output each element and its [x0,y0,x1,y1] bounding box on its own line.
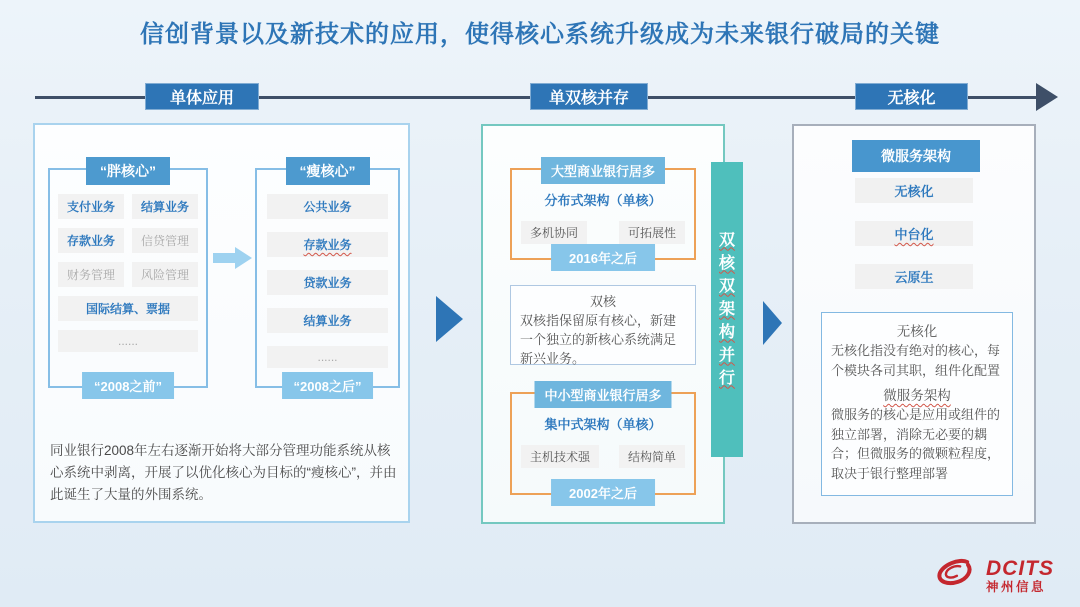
list-item: 财务管理 [58,262,124,287]
coreless-detail-box [821,312,1013,496]
panel-coreless-era [792,124,1036,524]
logo-company: 神州信息 [986,579,1047,594]
list-item: ...... [267,346,388,368]
coreless-detail-body: 无核化指没有绝对的核心，每个模块各司其职，组件化配置 [831,343,1001,378]
list-item: 中台化 [855,221,973,246]
logo-text [986,558,1054,594]
large-banks-header: 大型商业银行居多 [541,157,665,184]
list-item: 可拓展性 [619,221,685,244]
list-item: 贷款业务 [267,270,388,295]
left-panel-description: 同业银行2008年左右逐渐开始将大部分管理功能系统从核心系统中剥离，开展了以优化核心为目标的“瘦核心”，并由此诞生了大量的外围系统。 [50,443,397,502]
dual-core-note-box [510,285,696,365]
logo-brand: DCITS [986,556,1054,580]
thin-core-box [255,163,400,394]
list-item: 无核化 [855,178,973,203]
banner-char: 并 [718,346,735,364]
microservice-architecture-header: 微服务架构 [852,140,980,172]
fat-to-thin-arrow-icon [213,253,235,263]
large-banks-subtitle: 分布式架构（单核） [544,193,662,208]
timeline-stage-coreless: 无核化 [855,83,968,110]
small-banks-items [512,445,694,468]
list-item: ...... [58,330,198,352]
banner-char: 双 [718,277,735,295]
fat-to-thin-arrowhead-icon [235,247,252,269]
list-item: 结算业务 [267,308,388,333]
small-banks-header: 中小型商业银行居多 [534,381,671,408]
list-item: 结算业务 [132,194,198,219]
coreless-detail-title: 无核化 [896,324,938,339]
list-item: 主机技术强 [521,445,599,468]
banner-char: 架 [718,300,735,318]
small-banks-box [510,388,696,501]
flow-arrow-left-to-mid-icon [436,296,463,342]
coreless-items [794,178,1034,289]
thin-core-header: “瘦核心” [286,157,370,185]
list-item: 公共业务 [267,194,388,219]
list-item: 信贷管理 [132,228,198,253]
fat-core-box [48,163,208,394]
thin-core-footer: “2008之后” [282,372,374,399]
fat-core-footer: “2008之前” [82,372,174,399]
dual-core-title: 双核 [589,294,616,309]
microservice-detail-body: 微服务的核心是应用或组件的独立部署，消除无必要的耦合；但微服务的微颗粒程度，取决于银行整理部署 [831,407,1001,481]
banner-char: 构 [718,323,735,341]
thin-core-items [257,170,398,368]
large-banks-items [512,221,694,244]
list-item: 云原生 [855,264,973,289]
panel-dual-core-era [481,124,725,524]
panel-monolithic-era [33,123,410,523]
dcits-swirl-icon [932,557,980,594]
timeline-stage-dual-core: 单双核并存 [530,83,648,110]
banner-char: 双 [718,231,735,249]
list-item: 存款业务 [267,232,388,257]
banner-char: 核 [718,254,735,272]
microservice-detail-title: 微服务架构 [883,388,951,403]
page-title: 信创背景以及新技术的应用，使得核心系统升级成为未来银行破局的关键 [140,21,940,48]
timeline-arrowhead-icon [1036,83,1058,111]
timeline-stage-monolithic: 单体应用 [145,83,259,110]
small-banks-footer: 2002年之后 [551,479,655,506]
fat-core-items [50,170,206,352]
dcits-logo [932,557,1054,594]
list-item: 结构简单 [619,445,685,468]
dual-core-dual-architecture-banner [711,162,743,457]
flow-arrow-mid-to-right-icon [763,301,782,345]
dual-core-body: 双核指保留原有核心，新建一个独立的新核心系统满足新兴业务。 [520,313,677,366]
list-item: 支付业务 [58,194,124,219]
large-banks-box [510,164,696,266]
list-item: 风险管理 [132,262,198,287]
fat-core-header: “胖核心” [86,157,170,185]
small-banks-subtitle: 集中式架构（单核） [544,417,662,432]
banner-char: 行 [718,369,735,387]
list-item: 多机协同 [521,221,587,244]
large-banks-footer: 2016年之后 [551,244,655,271]
list-item: 国际结算、票据 [58,296,198,321]
list-item: 存款业务 [58,228,124,253]
